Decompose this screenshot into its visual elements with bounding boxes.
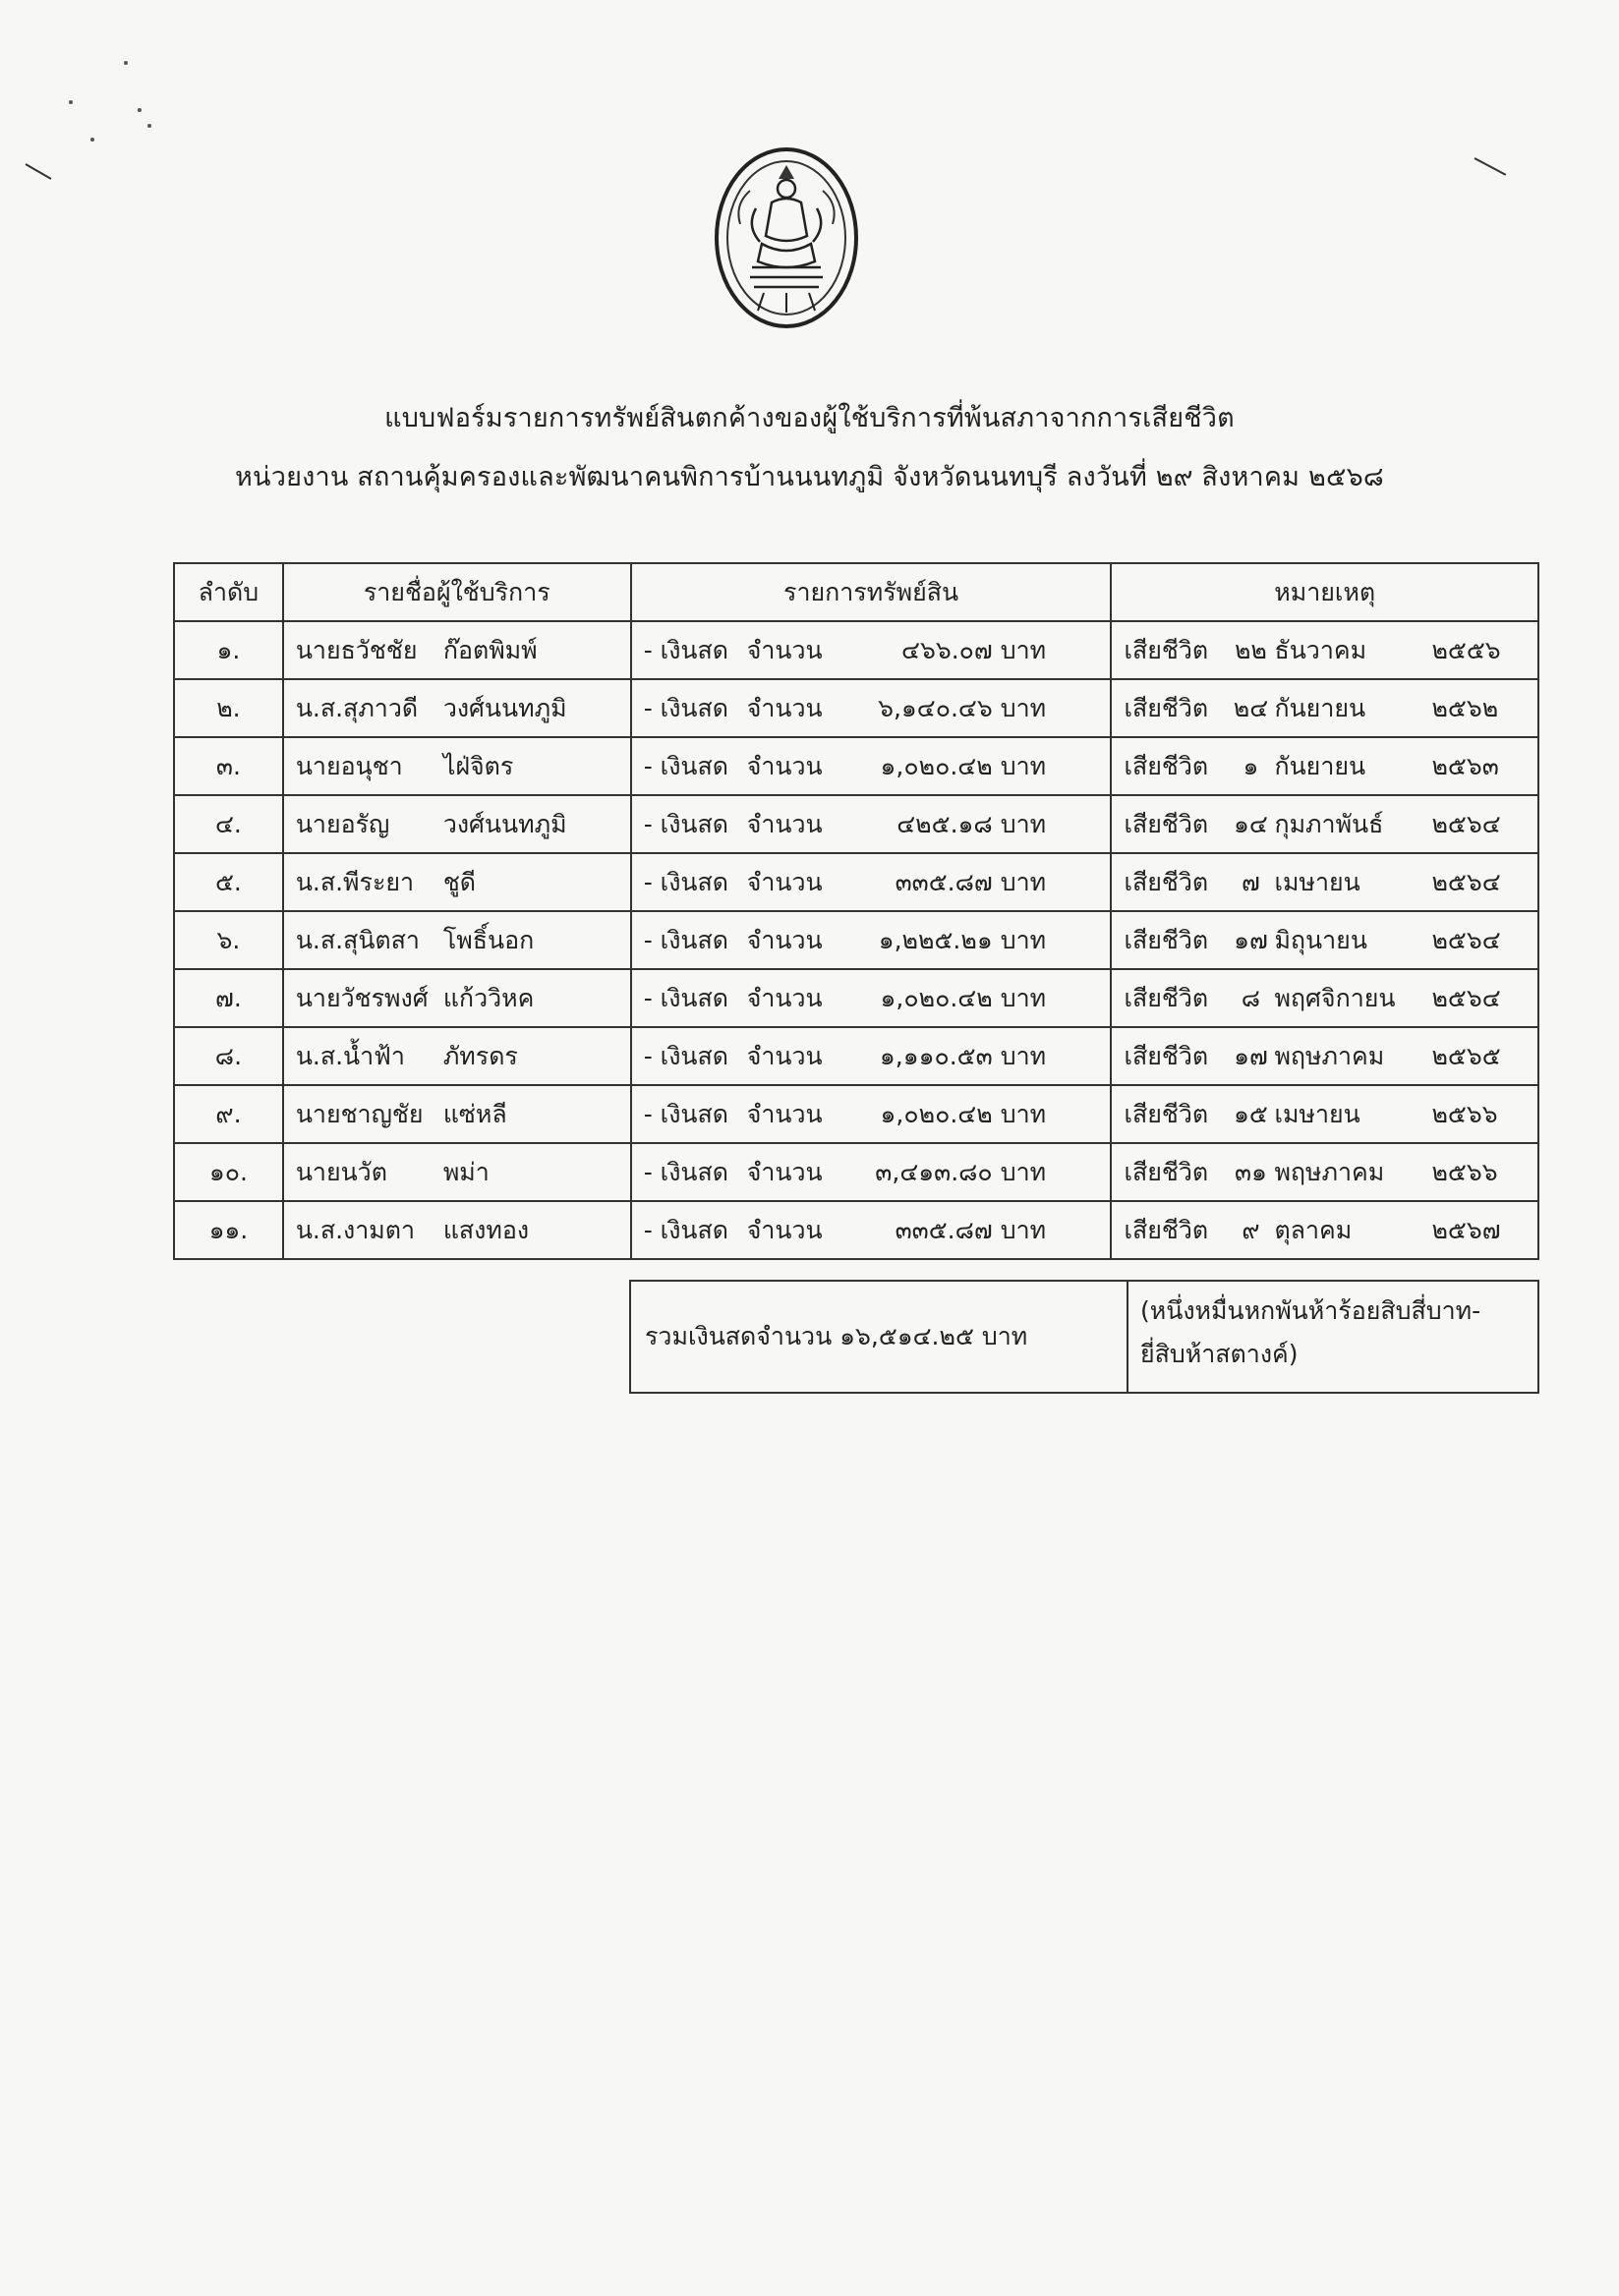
asset-unit: บาท (1000, 751, 1047, 780)
asset-amount: ๑,๒๒๕.๒๑ (878, 925, 993, 954)
scan-speck (147, 124, 151, 128)
resident-last-name: แสงทอง (442, 1215, 530, 1244)
table-header-row (174, 563, 1538, 621)
asset-cell (631, 1027, 1112, 1085)
note-label: เสียชีวิต (1124, 1215, 1209, 1244)
row-number: ๘. (174, 1027, 283, 1085)
note-day: ๑๗ (1234, 925, 1268, 954)
scan-speck (124, 61, 128, 65)
table-row (174, 853, 1538, 911)
note-cell (1111, 911, 1538, 969)
note-month: ตุลาคม (1274, 1215, 1353, 1244)
asset-amount: ๓๓๕.๘๗ (895, 1215, 993, 1244)
column-header-name: รายชื่อผู้ใช้บริการ (283, 563, 631, 621)
resident-first-name: นายนวัต (295, 1157, 387, 1186)
asset-type: - เงินสด (643, 1215, 729, 1244)
resident-name-cell (283, 795, 631, 853)
asset-amount: ๑,๐๒๐.๔๒ (880, 983, 993, 1012)
asset-qty-label: จำนวน (746, 1157, 823, 1186)
asset-qty-label: จำนวน (746, 693, 823, 722)
asset-cell (631, 1143, 1112, 1201)
note-year: ๒๕๖๖ (1431, 1157, 1498, 1186)
resident-name-cell (283, 969, 631, 1027)
resident-first-name: น.ส.สุนิตสา (295, 925, 420, 954)
resident-first-name: นายอรัญ (295, 809, 390, 838)
note-cell (1111, 1027, 1538, 1085)
note-label: เสียชีวิต (1124, 1099, 1209, 1128)
note-year: ๒๕๕๖ (1431, 635, 1501, 664)
resident-first-name: น.ส.สุภาวดี (295, 693, 419, 722)
table-row (174, 1085, 1538, 1143)
asset-type: - เงินสด (643, 1041, 729, 1070)
asset-amount: ๑,๐๒๐.๔๒ (880, 751, 993, 780)
asset-cell (631, 969, 1112, 1027)
row-number: ๑๑. (174, 1201, 283, 1259)
asset-unit: บาท (1000, 635, 1047, 664)
table-row (174, 679, 1538, 737)
column-header-asset: รายการทรัพย์สิน (631, 563, 1112, 621)
asset-type: - เงินสด (643, 867, 729, 896)
row-number: ๗. (174, 969, 283, 1027)
asset-qty-label: จำนวน (746, 1099, 823, 1128)
note-year: ๒๕๖๕ (1431, 1041, 1501, 1070)
scan-speck (69, 100, 73, 104)
resident-first-name: นายชาญชัย (295, 1099, 424, 1128)
asset-unit: บาท (1000, 867, 1047, 896)
note-cell (1111, 969, 1538, 1027)
note-cell (1111, 737, 1538, 795)
note-year: ๒๕๖๔ (1431, 925, 1501, 954)
asset-qty-label: จำนวน (746, 1041, 823, 1070)
resident-name-cell (283, 679, 631, 737)
note-cell (1111, 621, 1538, 679)
asset-unit: บาท (1000, 809, 1047, 838)
asset-unit: บาท (1000, 1157, 1047, 1186)
resident-last-name: ภัทรดร (442, 1041, 518, 1070)
note-year: ๒๕๖๓ (1431, 751, 1499, 780)
note-cell (1111, 853, 1538, 911)
asset-type: - เงินสด (643, 1157, 729, 1186)
note-day: ๑๔ (1234, 809, 1268, 838)
row-number: ๕. (174, 853, 283, 911)
column-header-no: ลำดับ (174, 563, 283, 621)
asset-unit: บาท (1000, 925, 1047, 954)
asset-type: - เงินสด (643, 983, 729, 1012)
asset-unit: บาท (1000, 1215, 1047, 1244)
note-day: ๘ (1241, 983, 1261, 1012)
asset-amount: ๑,๐๒๐.๔๒ (880, 1099, 993, 1128)
resident-name-cell (283, 1143, 631, 1201)
note-label: เสียชีวิต (1124, 867, 1209, 896)
note-month: เมษายน (1274, 1099, 1360, 1128)
note-month: พฤษภาคม (1274, 1041, 1385, 1070)
resident-name-cell (283, 1085, 631, 1143)
note-label: เสียชีวิต (1124, 693, 1209, 722)
row-number: ๑. (174, 621, 283, 679)
asset-type: - เงินสด (643, 693, 729, 722)
asset-table (173, 562, 1539, 1260)
resident-last-name: ก๊อตพิมพ์ (442, 635, 538, 664)
note-day: ๑ (1243, 751, 1259, 780)
table-row (174, 969, 1538, 1027)
resident-name-cell (283, 621, 631, 679)
asset-cell (631, 679, 1112, 737)
note-month: พฤศจิกายน (1274, 983, 1396, 1012)
resident-name-cell (283, 853, 631, 911)
note-cell (1111, 795, 1538, 853)
government-seal-emblem (713, 145, 860, 330)
resident-name-cell (283, 1201, 631, 1259)
resident-name-cell (283, 911, 631, 969)
note-year: ๒๕๖๔ (1431, 867, 1501, 896)
table-row (174, 795, 1538, 853)
scan-mark-left (26, 163, 52, 180)
asset-qty-label: จำนวน (746, 635, 823, 664)
asset-qty-label: จำนวน (746, 925, 823, 954)
note-year: ๒๕๖๗ (1431, 1215, 1501, 1244)
document-title: แบบฟอร์มรายการทรัพย์สินตกค้างของผู้ใช้บริการที่พ้นสภาจากการเสียชีวิต (384, 403, 1235, 433)
note-month: กันยายน (1274, 693, 1366, 722)
resident-last-name: โพธิ์นอก (442, 925, 535, 954)
asset-cell (631, 911, 1112, 969)
resident-last-name: แซ่หลี (442, 1099, 507, 1128)
row-number: ๖. (174, 911, 283, 969)
note-label: เสียชีวิต (1124, 983, 1209, 1012)
table-row (174, 1201, 1538, 1259)
asset-qty-label: จำนวน (746, 751, 823, 780)
row-number: ๓. (174, 737, 283, 795)
total-in-words (1128, 1282, 1537, 1392)
note-year: ๒๕๖๔ (1431, 983, 1501, 1012)
note-month: เมษายน (1274, 867, 1360, 896)
resident-first-name: นายวัชรพงศ์ (295, 983, 429, 1012)
note-cell (1111, 1085, 1538, 1143)
row-number: ๒. (174, 679, 283, 737)
asset-amount: ๓๓๕.๘๗ (895, 867, 993, 896)
scan-mark-right (1474, 157, 1507, 176)
asset-type: - เงินสด (643, 635, 729, 664)
resident-name-cell (283, 1027, 631, 1085)
asset-cell (631, 737, 1112, 795)
note-label: เสียชีวิต (1124, 809, 1209, 838)
asset-amount: ๔๒๕.๑๘ (896, 809, 993, 838)
asset-type: - เงินสด (643, 809, 729, 838)
asset-unit: บาท (1000, 983, 1047, 1012)
asset-qty-label: จำนวน (746, 809, 823, 838)
table-row (174, 621, 1538, 679)
row-number: ๙. (174, 1085, 283, 1143)
total-box (629, 1280, 1539, 1394)
note-day: ๑๗ (1234, 1041, 1268, 1070)
asset-unit: บาท (1000, 1041, 1047, 1070)
resident-last-name: ชูดี (442, 867, 477, 896)
total-cash-label: รวมเงินสดจำนวน ๑๖,๕๑๔.๒๕ บาท (631, 1282, 1128, 1392)
resident-last-name: ไฝ่จิตร (442, 751, 514, 780)
scan-speck (90, 138, 94, 142)
total-words-line1: (หนึ่งหมื่นหกพันห้าร้อยสิบสี่บาท- (1140, 1296, 1481, 1325)
asset-qty-label: จำนวน (746, 867, 823, 896)
column-header-note: หมายเหตุ (1111, 563, 1538, 621)
note-year: ๒๕๖๒ (1431, 693, 1499, 722)
asset-cell (631, 621, 1112, 679)
note-month: กันยายน (1274, 751, 1366, 780)
resident-name-cell (283, 737, 631, 795)
note-day: ๒๒ (1234, 635, 1267, 664)
note-day: ๒๔ (1233, 693, 1269, 722)
note-cell (1111, 1143, 1538, 1201)
note-label: เสียชีวิต (1124, 635, 1209, 664)
asset-unit: บาท (1000, 693, 1047, 722)
resident-last-name: แก้ววิหค (442, 983, 535, 1012)
resident-first-name: น.ส.น้ำฟ้า (295, 1041, 405, 1070)
resident-first-name: นายอนุชา (295, 751, 403, 780)
asset-cell (631, 853, 1112, 911)
table-row (174, 1027, 1538, 1085)
table-row (174, 737, 1538, 795)
asset-cell (631, 795, 1112, 853)
asset-amount: ๖,๑๔๐.๔๖ (878, 693, 993, 722)
asset-amount: ๑,๑๑๐.๕๓ (879, 1041, 993, 1070)
note-month: พฤษภาคม (1274, 1157, 1385, 1186)
resident-last-name: วงศ์นนทภูมิ (442, 693, 567, 722)
row-number: ๑๐. (174, 1143, 283, 1201)
asset-cell (631, 1201, 1112, 1259)
resident-first-name: น.ส.พีระยา (295, 867, 415, 896)
row-number: ๔. (174, 795, 283, 853)
resident-first-name: น.ส.งามตา (295, 1215, 416, 1244)
note-cell (1111, 679, 1538, 737)
note-year: ๒๕๖๖ (1431, 1099, 1498, 1128)
note-month: กุมภาพันธ์ (1274, 809, 1384, 838)
note-label: เสียชีวิต (1124, 1157, 1209, 1186)
scan-speck (138, 108, 142, 112)
asset-unit: บาท (1000, 1099, 1047, 1128)
table-row (174, 1143, 1538, 1201)
note-label: เสียชีวิต (1124, 1041, 1209, 1070)
resident-last-name: วงศ์นนทภูมิ (442, 809, 567, 838)
note-month: ธันวาคม (1274, 635, 1367, 664)
asset-amount: ๓,๔๑๓.๘๐ (875, 1157, 993, 1186)
note-day: ๗ (1242, 867, 1260, 896)
total-words-line2: ยี่สิบห้าสตางค์) (1140, 1340, 1299, 1368)
table-row (174, 911, 1538, 969)
note-day: ๑๕ (1234, 1099, 1268, 1128)
resident-first-name: นายธวัชชัย (295, 635, 418, 664)
note-year: ๒๕๖๔ (1431, 809, 1501, 838)
note-label: เสียชีวิต (1124, 751, 1209, 780)
note-day: ๙ (1242, 1215, 1260, 1244)
asset-type: - เงินสด (643, 925, 729, 954)
note-month: มิถุนายน (1274, 925, 1367, 954)
resident-last-name: พม่า (442, 1157, 490, 1186)
asset-qty-label: จำนวน (746, 983, 823, 1012)
asset-cell (631, 1085, 1112, 1143)
note-day: ๓๑ (1234, 1157, 1267, 1186)
document-subtitle: หน่วยงาน สถานคุ้มครองและพัฒนาคนพิการบ้านนนทภูมิ จังหวัดนนทบุรี ลงวันที่ ๒๙ สิงหาคม ๒๕๖๘ (235, 462, 1384, 492)
asset-type: - เงินสด (643, 1099, 729, 1128)
asset-qty-label: จำนวน (746, 1215, 823, 1244)
asset-type: - เงินสด (643, 751, 729, 780)
note-label: เสียชีวิต (1124, 925, 1209, 954)
asset-amount: ๔๖๖.๐๗ (901, 635, 993, 664)
note-cell (1111, 1201, 1538, 1259)
